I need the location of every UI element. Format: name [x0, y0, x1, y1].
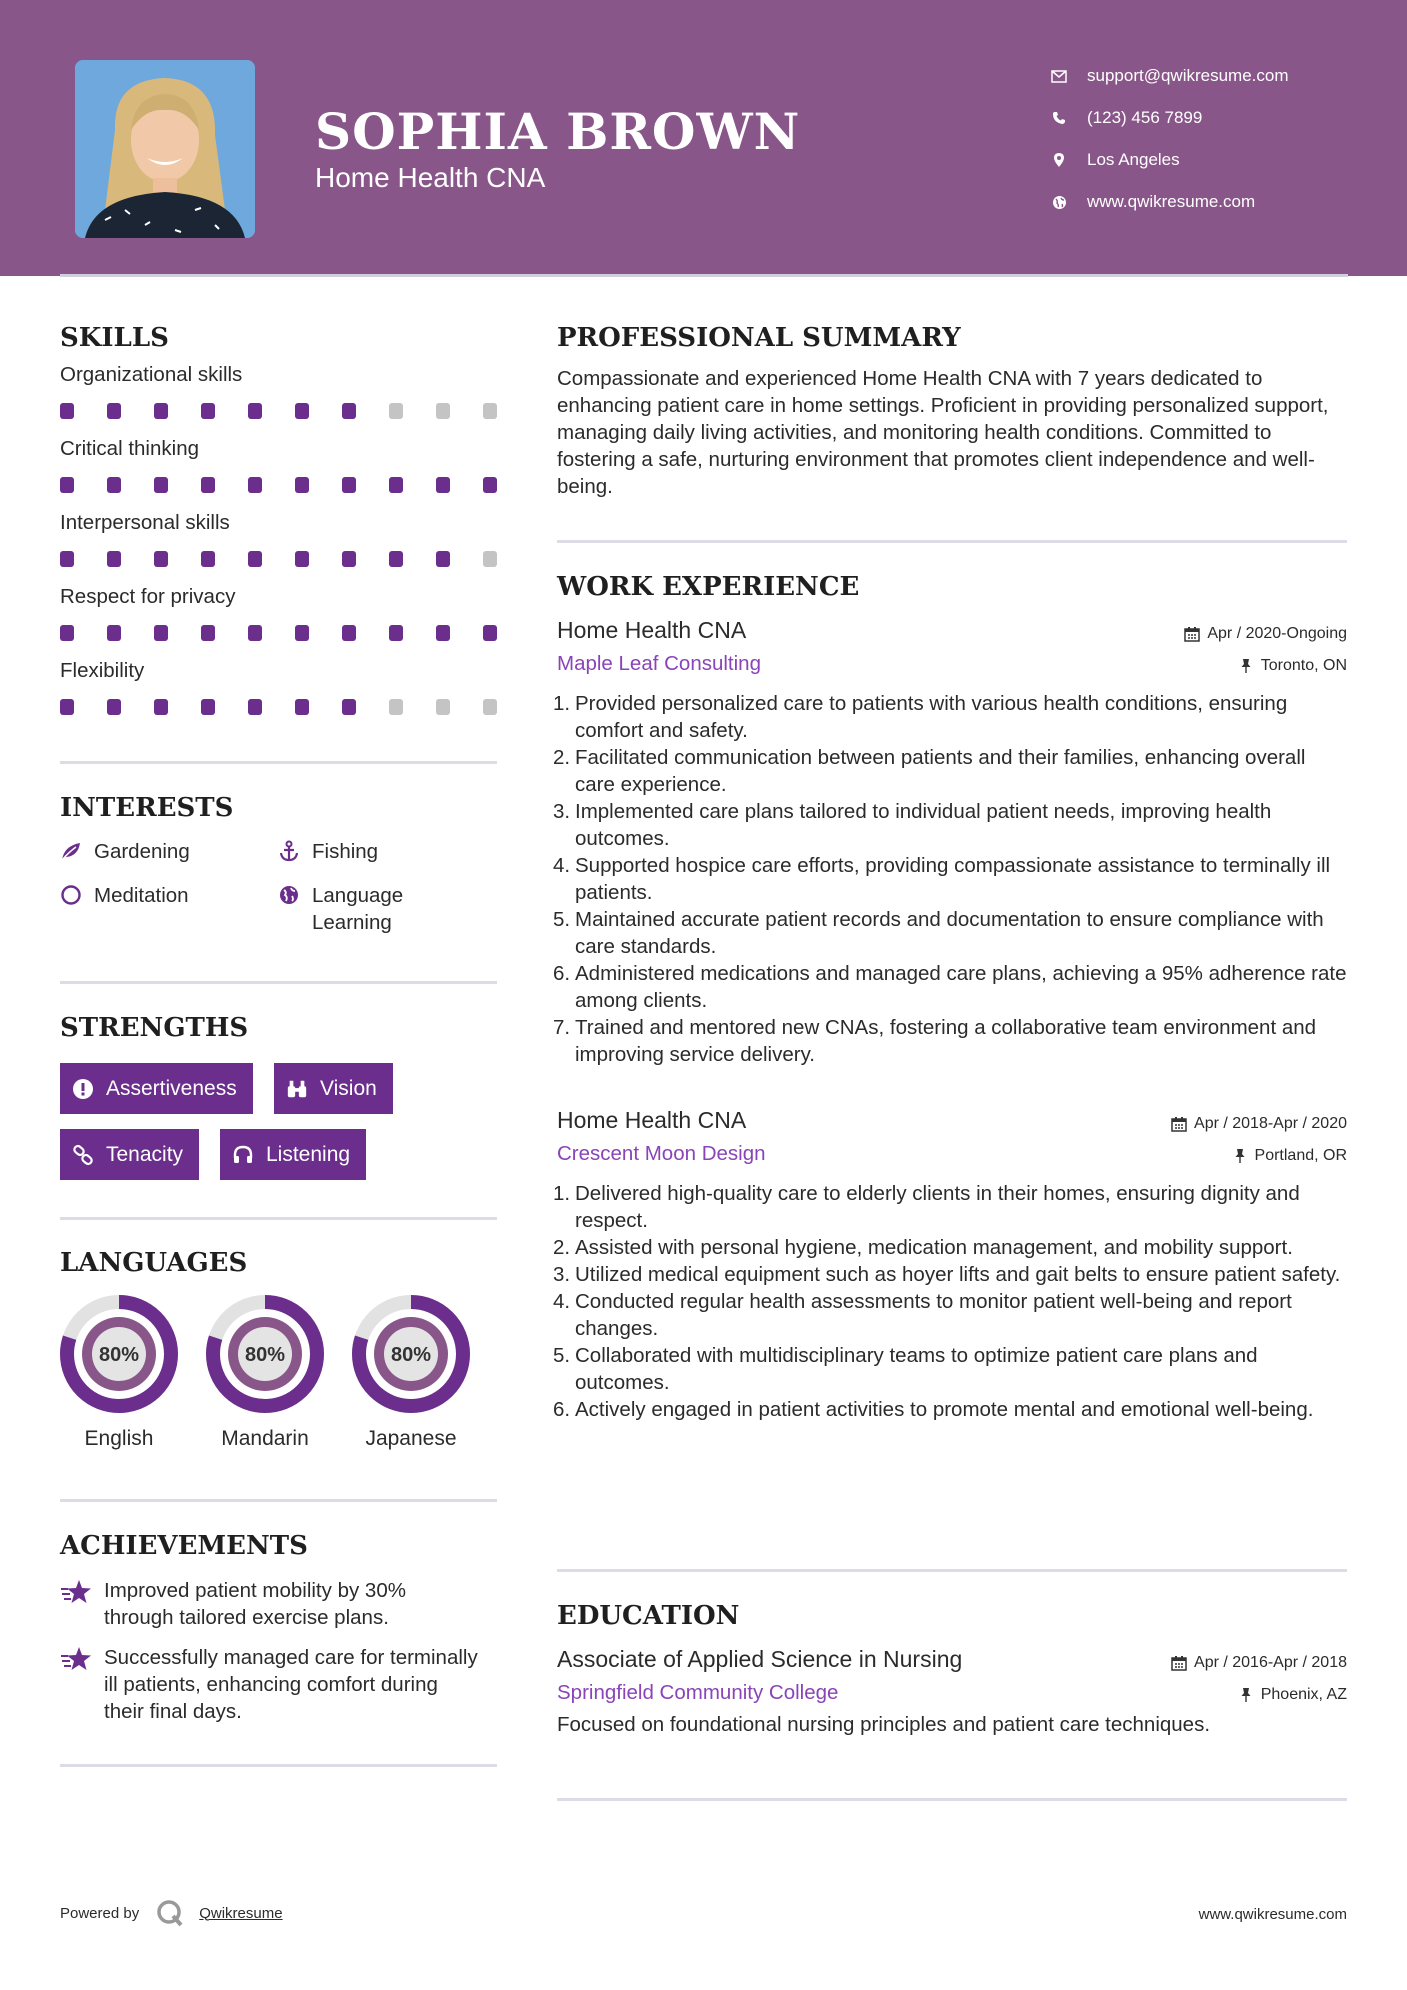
duty-text: Trained and mentored new CNAs, fostering a collaborative team environment and improving service delivery. [575, 1016, 1317, 1066]
link-icon [72, 1144, 94, 1166]
strength-badge-listening [220, 1129, 366, 1180]
language-item [204, 1293, 326, 1451]
duty-item [553, 906, 1347, 960]
envelope-icon [1050, 67, 1068, 85]
duty-number: 7. [553, 1016, 571, 1039]
phone-icon [1050, 109, 1068, 127]
job-location-text: Portland, OR [1254, 1147, 1347, 1164]
rating-dot-empty [483, 699, 497, 715]
language-percent: 80% [390, 1344, 432, 1366]
language-proficiency-ring [350, 1293, 472, 1415]
interest-label: Language Learning [312, 884, 404, 934]
duty-item [553, 960, 1347, 1014]
education-school: Springfield Community College [557, 1681, 839, 1704]
rating-dot-filled [248, 699, 262, 715]
job-company: Maple Leaf Consulting [557, 652, 761, 675]
rating-dot-filled [60, 477, 74, 493]
job-duties-list [553, 1180, 1347, 1423]
rating-dot-filled [107, 551, 121, 567]
rating-dot-filled [60, 403, 74, 419]
rating-dot-filled [483, 625, 497, 641]
language-proficiency-ring [204, 1293, 326, 1415]
rating-dot-filled [60, 625, 74, 641]
rating-dot-empty [436, 699, 450, 715]
education-title: EDUCATION [557, 1601, 740, 1631]
rating-dot-filled [60, 551, 74, 567]
language-name: Japanese [365, 1427, 457, 1450]
duty-text: Assisted with personal hygiene, medication management, and mobility support. [575, 1236, 1293, 1259]
education-location-text: Phoenix, AZ [1260, 1686, 1347, 1703]
duty-number: 3. [553, 800, 571, 823]
job-dates-text: Apr / 2018-Apr / 2020 [1194, 1115, 1347, 1132]
summary-text: Compassionate and experienced Home Health CNA with 7 years dedicated to enhancing patient care in home settings. Proficient in providing personalized support, managing daily living activities, and monitoring health conditions. Committed to fostering a safe, nurturing environment that promotes client independence and well-being. [557, 367, 1329, 498]
skills-title: SKILLS [60, 323, 169, 353]
skill-rating [60, 403, 497, 419]
rating-dot-filled [436, 477, 450, 493]
duty-item [553, 1288, 1347, 1342]
duty-text: Collaborated with multidisciplinary teams to optimize patient care plans and outcomes. [575, 1344, 1258, 1394]
pushpin-icon [1238, 1687, 1254, 1703]
duty-number: 3. [553, 1263, 571, 1286]
rating-dot-filled [201, 625, 215, 641]
job-title: Home Health CNA [557, 617, 747, 643]
anchor-icon [278, 840, 300, 862]
rating-dot-filled [295, 477, 309, 493]
rating-dot-filled [342, 403, 356, 419]
pushpin-icon [1232, 1148, 1248, 1164]
candidate-name: SOPHIA BROWN [315, 102, 801, 161]
duty-text: Implemented care plans tailored to individual patient needs, improving health outcomes. [575, 800, 1272, 850]
strengths-title: STRENGTHS [60, 1013, 249, 1043]
skills-list [60, 363, 497, 715]
duty-item [553, 1234, 1347, 1261]
duty-number: 4. [553, 854, 571, 877]
job-title: Home Health CNA [557, 1107, 747, 1133]
footer-powered-by [60, 1898, 283, 1928]
achievements-title: ACHIEVEMENTS [60, 1531, 308, 1561]
headphones-icon [232, 1144, 254, 1166]
skill-label: Critical thinking [60, 437, 199, 460]
rating-dot-filled [154, 551, 168, 567]
rating-dot-empty [483, 551, 497, 567]
pushpin-icon [1238, 658, 1254, 674]
interest-label: Fishing [312, 840, 379, 863]
duty-item [553, 690, 1347, 744]
experience-divider [557, 1569, 1347, 1572]
rating-dot-filled [107, 625, 121, 641]
interest-meditation [60, 882, 189, 909]
rating-dot-filled [201, 551, 215, 567]
strength-badge-assertiveness [60, 1063, 253, 1114]
job-location [1238, 657, 1347, 675]
rating-dot-empty [389, 403, 403, 419]
calendar-icon [1171, 1655, 1187, 1671]
rating-dot-filled [154, 403, 168, 419]
rating-dot-filled [295, 551, 309, 567]
rating-dot-filled [248, 625, 262, 641]
strength-label: Tenacity [106, 1142, 184, 1166]
rating-dot-filled [201, 699, 215, 715]
achievement-text: Improved patient mobility by 30% through tailored exercise plans. [104, 1579, 406, 1629]
rating-dot-filled [389, 625, 403, 641]
calendar-icon [1184, 626, 1200, 642]
profile-photo [75, 60, 255, 238]
education-divider [557, 1798, 1347, 1801]
calendar-icon [1171, 1116, 1187, 1132]
summary-title: PROFESSIONAL SUMMARY [557, 323, 961, 353]
languages-divider [60, 1499, 497, 1502]
duty-item [553, 1261, 1347, 1288]
map-pin-icon [1050, 151, 1068, 169]
rating-dot-filled [248, 477, 262, 493]
job-duties-list [553, 690, 1347, 1068]
rating-dot-filled [201, 403, 215, 419]
duty-number: 2. [553, 1236, 571, 1259]
rating-dot-filled [201, 477, 215, 493]
skill-rating [60, 699, 497, 715]
education-dates [1171, 1654, 1347, 1672]
job-location [1232, 1147, 1347, 1165]
skill-label: Respect for privacy [60, 585, 236, 608]
binoculars-icon [286, 1078, 308, 1100]
contact-website-text: www.qwikresume.com [1087, 192, 1256, 211]
rating-dot-empty [389, 699, 403, 715]
resume-header [0, 0, 1407, 276]
duty-item [553, 798, 1347, 852]
languages-title: LANGUAGES [60, 1248, 248, 1278]
globe-icon [1050, 193, 1068, 211]
rating-dot-filled [107, 403, 121, 419]
education-dates-text: Apr / 2016-Apr / 2018 [1194, 1654, 1347, 1671]
duty-number: 6. [553, 1398, 571, 1421]
skill-label: Interpersonal skills [60, 511, 230, 534]
language-percent: 80% [244, 1344, 286, 1366]
achievement-item [60, 1644, 480, 1725]
contact-phone[interactable] [1050, 97, 1289, 139]
summary-divider [557, 540, 1347, 543]
rating-dot-filled [436, 625, 450, 641]
star-icon [60, 1579, 92, 1605]
job-dates [1171, 1115, 1347, 1133]
qwikresume-logo-icon [155, 1898, 185, 1928]
language-item [350, 1293, 472, 1451]
duty-item [553, 1014, 1347, 1068]
skill-label: Flexibility [60, 659, 145, 682]
duty-item [553, 744, 1347, 798]
contact-email[interactable] [1050, 55, 1289, 97]
duty-text: Administered medications and managed care plans, achieving a 95% adherence rate among clients. [575, 962, 1347, 1012]
duty-text: Maintained accurate patient records and documentation to ensure compliance with care standards. [575, 908, 1324, 958]
skill-label: Organizational skills [60, 363, 243, 386]
job-company: Crescent Moon Design [557, 1142, 766, 1165]
skills-section [60, 323, 497, 733]
job-dates [1184, 625, 1347, 643]
leaf-icon [60, 840, 82, 862]
rating-dot-filled [295, 403, 309, 419]
contact-phone-text: (123) 456 7899 [1087, 108, 1203, 127]
rating-dot-filled [295, 625, 309, 641]
interest-language-learning [278, 882, 438, 936]
education-degree: Associate of Applied Science in Nursing [557, 1646, 963, 1672]
duty-text: Provided personalized care to patients with various health conditions, ensuring comfort and safety. [575, 692, 1288, 742]
duty-item [553, 1396, 1347, 1423]
duty-number: 4. [553, 1290, 571, 1313]
interest-label: Gardening [94, 840, 190, 863]
contact-location [1050, 139, 1289, 181]
exclamation-icon [72, 1078, 94, 1100]
interest-gardening [60, 838, 190, 865]
education-description: Focused on foundational nursing principles and patient care techniques. [557, 1713, 1211, 1736]
rating-dot-filled [107, 699, 121, 715]
rating-dot-filled [248, 551, 262, 567]
strength-label: Assertiveness [106, 1076, 237, 1100]
duty-number: 5. [553, 1344, 571, 1367]
rating-dot-filled [436, 551, 450, 567]
achievement-text: Successfully managed care for terminally ill patients, enhancing comfort during their final days. [104, 1646, 478, 1723]
language-name: Mandarin [221, 1427, 309, 1450]
strength-label: Vision [320, 1076, 377, 1100]
rating-dot-empty [483, 403, 497, 419]
achievement-item [60, 1577, 480, 1631]
language-proficiency-ring [58, 1293, 180, 1415]
contact-website[interactable] [1050, 181, 1289, 223]
rating-dot-empty [436, 403, 450, 419]
duty-text: Facilitated communication between patients and their families, enhancing overall care experience. [575, 746, 1306, 796]
job-dates-text: Apr / 2020-Ongoing [1207, 625, 1347, 642]
rating-dot-filled [342, 477, 356, 493]
powered-by-text: Powered by [60, 1904, 140, 1922]
duty-number: 5. [553, 908, 571, 931]
language-item [58, 1293, 180, 1451]
rating-dot-filled [483, 477, 497, 493]
rating-dot-filled [154, 699, 168, 715]
qwikresume-link[interactable]: Qwikresume [199, 1904, 283, 1922]
duty-number: 1. [553, 692, 571, 715]
rating-dot-filled [60, 699, 74, 715]
star-icon [60, 1646, 92, 1672]
rating-dot-filled [295, 699, 309, 715]
skill-rating [60, 551, 497, 567]
interest-label: Meditation [94, 884, 189, 907]
job-location-text: Toronto, ON [1260, 657, 1347, 674]
strength-badge-vision [274, 1063, 393, 1114]
strengths-divider [60, 1217, 497, 1220]
circle-icon [60, 884, 82, 906]
footer-website[interactable]: www.qwikresume.com [1198, 1906, 1347, 1923]
contact-list [1050, 55, 1289, 223]
duty-text: Delivered high-quality care to elderly clients in their homes, ensuring dignity and respect. [575, 1182, 1300, 1232]
education-entry [557, 1646, 1347, 1746]
education-location [1238, 1686, 1347, 1704]
interest-fishing [278, 838, 378, 865]
job-entry [553, 617, 1347, 1077]
duty-number: 6. [553, 962, 571, 985]
rating-dot-filled [389, 551, 403, 567]
experience-title: WORK EXPERIENCE [557, 572, 860, 602]
interests-divider [60, 981, 497, 984]
rating-dot-filled [342, 699, 356, 715]
duty-text: Actively engaged in patient activities to promote mental and emotional well-being. [575, 1398, 1314, 1421]
skill-rating [60, 625, 497, 641]
duty-text: Supported hospice care efforts, providing compassionate assistance to terminally ill patients. [575, 854, 1331, 904]
duty-text: Conducted regular health assessments to monitor patient well-being and report changes. [575, 1290, 1292, 1340]
rating-dot-filled [154, 625, 168, 641]
achievements-divider [60, 1764, 497, 1767]
skill-rating [60, 477, 497, 493]
globe-icon [278, 884, 300, 906]
contact-email-text: support@qwikresume.com [1087, 66, 1289, 85]
language-name: English [84, 1427, 154, 1450]
header-divider [60, 274, 1348, 277]
skills-divider [60, 761, 497, 764]
rating-dot-filled [389, 477, 403, 493]
rating-dot-filled [342, 551, 356, 567]
duty-number: 1. [553, 1182, 571, 1205]
rating-dot-filled [342, 625, 356, 641]
contact-location-text: Los Angeles [1087, 150, 1180, 169]
duty-item [553, 1342, 1347, 1396]
interests-title: INTERESTS [60, 793, 234, 823]
duty-number: 2. [553, 746, 571, 769]
rating-dot-filled [248, 403, 262, 419]
candidate-title: Home Health CNA [315, 162, 546, 193]
rating-dot-filled [107, 477, 121, 493]
strength-label: Listening [266, 1142, 351, 1166]
strength-badge-tenacity [60, 1129, 199, 1180]
duty-item [553, 852, 1347, 906]
rating-dot-filled [154, 477, 168, 493]
duty-text: Utilized medical equipment such as hoyer lifts and gait belts to ensure patient safety. [575, 1263, 1341, 1286]
job-entry [553, 1107, 1347, 1527]
duty-item [553, 1180, 1347, 1234]
language-percent: 80% [98, 1344, 140, 1366]
summary-section [557, 323, 1347, 500]
